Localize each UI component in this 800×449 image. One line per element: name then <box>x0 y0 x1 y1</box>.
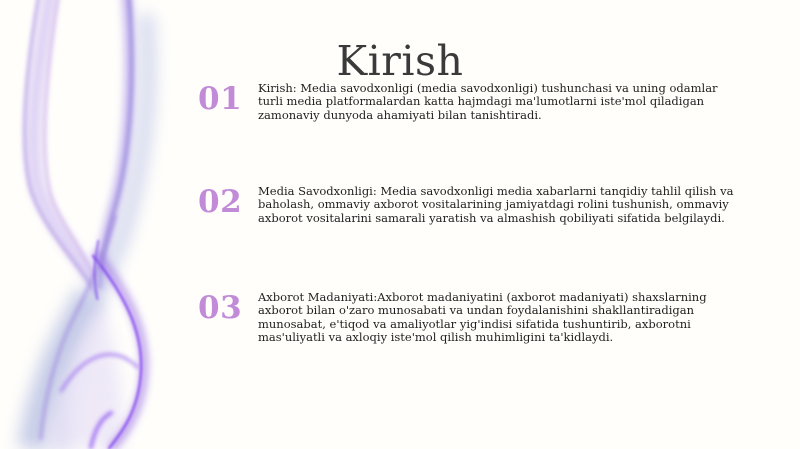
item-number-02: 02 <box>198 184 243 220</box>
item-text-01: Kirish: Media savodxonligi (media savodxonligi) tushunchasi va uning odamlar turli media platformalardan katta hajmdagi ma'lumotlarni iste'mol qiladigan zamonaviy dunyoda ahamiyati bilan tanishtiradi. <box>258 81 718 122</box>
item-number-01: 01 <box>198 81 243 117</box>
list-item <box>198 291 740 345</box>
item-text-02: Media Savodxonligi: Media savodxonligi media xabarlarni tanqidiy tahlil qilish va baholash, ommaviy axborot vositalarining jamiyatdagi rolini tushunish, ommaviy axborot vositalarini samarali yaratish va almashish qobiliyati sifatida belgilaydi. <box>258 184 734 225</box>
list-item <box>198 82 740 122</box>
list-item <box>198 185 740 225</box>
item-number-03: 03 <box>198 290 243 326</box>
item-text-03: Axborot Madaniyati:Axborot madaniyatini (axborot madaniyati) shaxslarning axborot bilan o'zaro munosabati va undan foydalanishini shakllantiradigan munosabat, e'tiqod va amaliyotlar yig'indisi sifatida tushuntirib, axborotni mas'uliyatli va axloqiy iste'mol qilish muhimligini ta'kidlaydi. <box>258 290 707 345</box>
page-title: Kirish <box>336 37 464 86</box>
